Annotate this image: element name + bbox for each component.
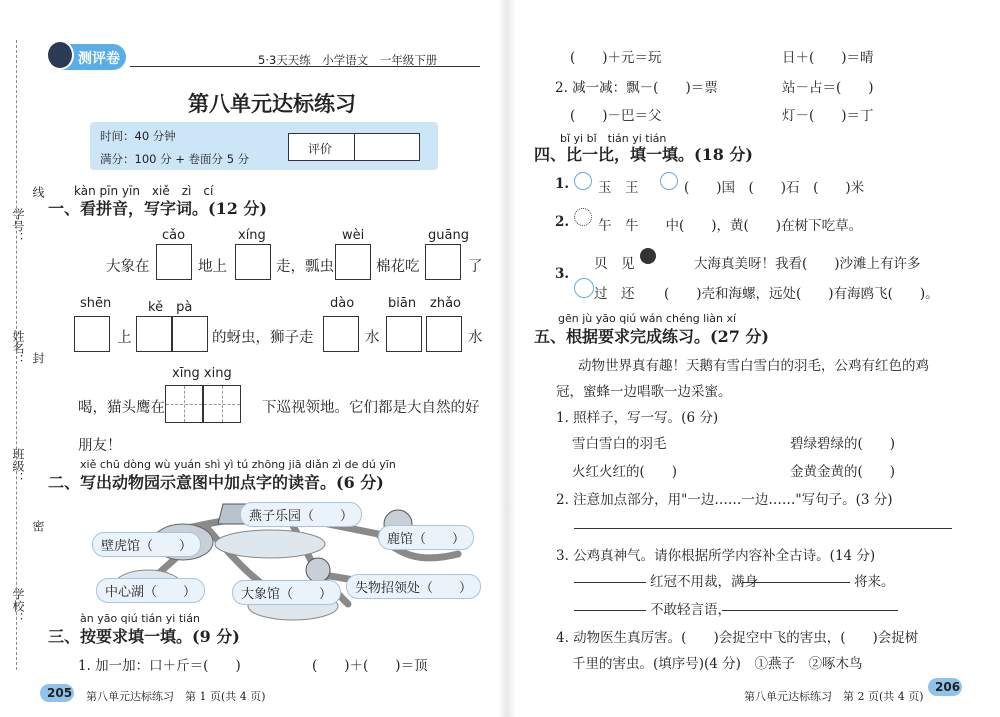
answer-line[interactable] bbox=[574, 610, 646, 611]
s3-q1b: ( )＋( )＝顶 bbox=[312, 658, 428, 674]
label-deer-house: 鹿馆（ ） bbox=[378, 525, 474, 550]
tianzi-box[interactable] bbox=[165, 385, 203, 423]
s5-q3b: 将来。 bbox=[854, 574, 895, 590]
s1-text: 走，瓢虫 bbox=[276, 259, 334, 275]
series-title: 5·3天天练 小学语文 一年级下册 bbox=[258, 53, 438, 67]
answer-box[interactable] bbox=[426, 316, 462, 352]
s4-q2-num: 2. bbox=[555, 214, 570, 230]
s1-text: 朋友！ bbox=[78, 438, 122, 454]
page-gutter bbox=[498, 0, 516, 717]
s5-q2: 2. 注意加点部分，用"一边……一边……"写句子。(3 分) bbox=[556, 492, 893, 508]
s1-title: 一、看拼音，写字词。(12 分) bbox=[48, 199, 267, 218]
decor-icon bbox=[574, 278, 594, 298]
py-wei: wèi bbox=[342, 228, 365, 243]
s1-text: 下巡视领地。它们都是大自然的好 bbox=[262, 400, 480, 416]
answer-box[interactable] bbox=[386, 316, 422, 352]
answer-box[interactable] bbox=[235, 244, 271, 280]
cut-line bbox=[16, 40, 17, 670]
side-xian: 线 bbox=[31, 186, 45, 198]
s5-q1d: 金黄金黄的( ) bbox=[790, 464, 896, 480]
answer-box[interactable] bbox=[335, 244, 371, 280]
side-feng: 封 bbox=[31, 352, 45, 364]
s5-q3c: 不敢轻言语， bbox=[650, 602, 731, 618]
answer-box[interactable] bbox=[156, 244, 192, 280]
py-kepa: kě pà bbox=[148, 300, 193, 315]
s4-q3-line1: 大海真美呀！我看( )沙滩上有许多 bbox=[694, 256, 921, 272]
answer-box[interactable] bbox=[172, 316, 208, 352]
s1-text: 棉花吃 bbox=[376, 259, 420, 275]
s5-q1a: 雪白雪白的羽毛 bbox=[572, 436, 667, 452]
side-school: 学校： bbox=[11, 588, 25, 624]
answer-line[interactable] bbox=[722, 610, 898, 611]
page-number-right: 206 bbox=[935, 680, 961, 694]
label-elephant-house: 大象馆（ ） bbox=[232, 580, 341, 605]
s4-q3-chars1: 贝 见 bbox=[594, 256, 635, 272]
s4-pinyin: bǐ yi bǐ tián yi tián bbox=[560, 132, 667, 145]
answer-box[interactable] bbox=[425, 244, 461, 280]
py-guang: guāng bbox=[428, 228, 469, 243]
s1-text: 的蚜虫，狮子走 bbox=[212, 330, 314, 346]
s1-text: 地上 bbox=[198, 259, 227, 275]
s5-q3: 3. 公鸡真神气。请你根据所学内容补全古诗。(14 分) bbox=[556, 548, 876, 564]
label-lost-found: 失物招领处（ ） bbox=[346, 574, 481, 599]
side-xuehao: 学号： bbox=[11, 208, 25, 244]
info-time: 时间：40 分钟 bbox=[100, 129, 176, 143]
footer-right: 第八单元达标练习 第 2 页(共 4 页) bbox=[744, 690, 924, 703]
rt-l3b: 灯－( )＝丁 bbox=[782, 108, 874, 124]
answer-box[interactable] bbox=[74, 316, 110, 352]
py-bian: biān bbox=[388, 296, 417, 311]
answer-line[interactable] bbox=[574, 528, 952, 529]
rt-l2a: 2. 减一减：飘－( )＝票 bbox=[555, 80, 718, 96]
py-xingxing: xīng xing bbox=[172, 366, 232, 381]
s1-text: 上 bbox=[117, 330, 132, 346]
s4-q3-num: 3. bbox=[555, 266, 570, 282]
side-mi: 密 bbox=[31, 520, 45, 532]
side-banji: 班级： bbox=[11, 448, 25, 484]
s5-q1b: 碧绿碧绿的( ) bbox=[790, 436, 896, 452]
s3-title: 三、按要求填一填。(9 分) bbox=[48, 627, 240, 646]
s5-passage-2: 冠，蜜蜂一边唱歌一边采蜜。 bbox=[556, 384, 732, 400]
badge-label: 测评卷 bbox=[78, 51, 120, 67]
s5-q1: 1. 照样子，写一写。(6 分) bbox=[556, 410, 719, 426]
footer-left: 第八单元达标练习 第 1 页(共 4 页) bbox=[86, 690, 266, 703]
s5-pinyin: gēn jù yāo qiú wán chéng liàn xí bbox=[558, 312, 737, 325]
page-title: 第八单元达标练习 bbox=[188, 91, 356, 116]
answer-line[interactable] bbox=[742, 582, 850, 583]
py-xing: xíng bbox=[238, 228, 266, 243]
mascot-icon bbox=[46, 40, 74, 70]
py-cao: cǎo bbox=[162, 228, 186, 243]
header-rule bbox=[130, 66, 480, 67]
info-score: 满分：100 分 + 卷面分 5 分 bbox=[100, 152, 250, 166]
tianzi-box[interactable] bbox=[203, 385, 241, 423]
s5-title: 五、根据要求完成练习。(27 分) bbox=[534, 327, 769, 346]
s1-text: 了 bbox=[468, 259, 483, 275]
py-zhao: zhǎo bbox=[430, 296, 461, 311]
rt-l1a: ( )＋元＝玩 bbox=[570, 50, 662, 66]
s4-q1-num: 1. bbox=[555, 176, 570, 192]
py-dao: dào bbox=[330, 296, 355, 311]
s4-q3-chars2: 过 还 bbox=[594, 286, 635, 302]
s1-text: 水 bbox=[365, 330, 380, 346]
s2-title: 二、写出动物园示意图中加点字的读音。(6 分) bbox=[48, 473, 384, 492]
s4-q2-text: 午 牛 中( )，黄( )在树下吃草。 bbox=[598, 218, 863, 234]
eval-label: 评价 bbox=[308, 142, 333, 156]
s4-q3-line2: ( )壳和海螺，远处( )有海鸥飞( )。 bbox=[664, 286, 939, 302]
answer-box[interactable] bbox=[323, 316, 359, 352]
label-gecko-house: 壁虎馆（ ） bbox=[92, 532, 201, 557]
s5-q1c: 火红火红的( ) bbox=[572, 464, 678, 480]
s3-q1: 1. 加一加：口＋斤＝( ) bbox=[78, 658, 241, 674]
s1-text: 水 bbox=[468, 330, 483, 346]
answer-line[interactable] bbox=[574, 582, 646, 583]
py-shen: shēn bbox=[80, 296, 112, 311]
s4-q1-chars: 玉 王 bbox=[598, 180, 639, 196]
rt-l1b: 日＋( )＝晴 bbox=[782, 50, 874, 66]
decor-icon bbox=[660, 172, 678, 190]
decor-icon bbox=[640, 248, 656, 264]
s3-pinyin: àn yāo qiú tián yi tián bbox=[80, 612, 200, 625]
s1-text: 喝，猫头鹰在 bbox=[78, 400, 165, 416]
page-number-left: 205 bbox=[47, 686, 73, 700]
s2-pinyin: xiě chū dòng wù yuán shì yì tú zhōng jiā diǎn zì de dú yīn bbox=[80, 458, 396, 471]
s5-q4: 4. 动物医生真厉害。( )会捉空中飞的害虫，( )会捉树 bbox=[556, 630, 919, 646]
answer-box[interactable] bbox=[136, 316, 172, 352]
side-name: 姓名： bbox=[11, 330, 25, 366]
rt-l2b: 站－占＝( ) bbox=[782, 80, 874, 96]
s5-passage-1: 动物世界真有趣！天鹅有雪白雪白的羽毛，公鸡有红色的鸡 bbox=[578, 358, 929, 374]
s5-q3a: 红冠不用裁，满身 bbox=[650, 574, 758, 590]
s1-pinyin: kàn pīn yīn xiě zì cí bbox=[74, 184, 214, 198]
s4-q1-blanks: ( )国 ( )石 ( )米 bbox=[684, 180, 865, 196]
label-swallow-park: 燕子乐园（ ） bbox=[240, 502, 362, 527]
s4-title: 四、比一比，填一填。(18 分) bbox=[534, 145, 753, 164]
s1-text: 大象在 bbox=[106, 259, 150, 275]
rt-l3a: ( )－巴＝父 bbox=[570, 108, 662, 124]
label-center-lake: 中心湖（ ） bbox=[96, 578, 205, 603]
decor-icon bbox=[574, 208, 592, 226]
eval-divider bbox=[354, 133, 355, 161]
s5-q4b: 千里的害虫。(填序号)(4 分) ①燕子 ②啄木鸟 bbox=[572, 656, 863, 672]
decor-icon bbox=[574, 172, 592, 190]
